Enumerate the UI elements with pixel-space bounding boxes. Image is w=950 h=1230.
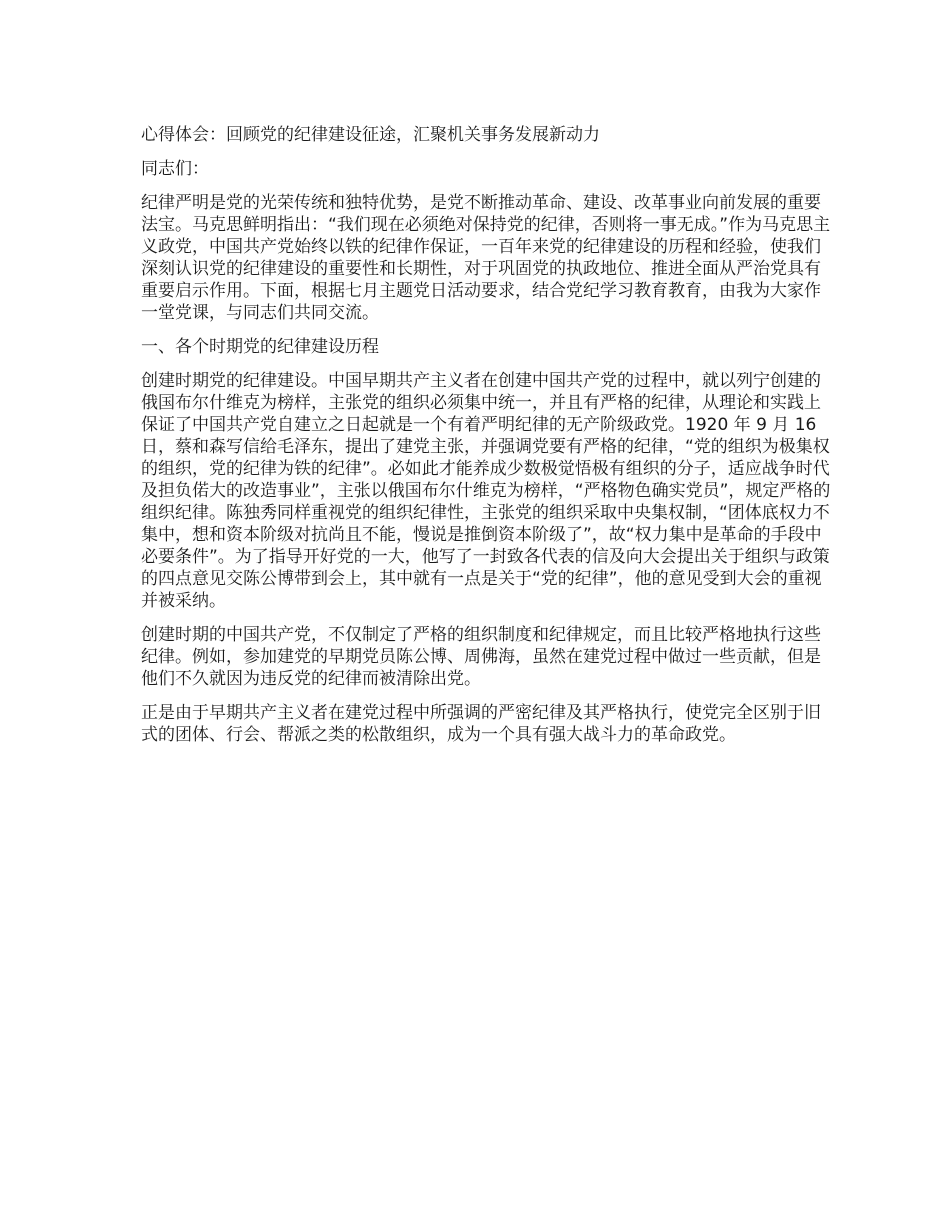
paragraph-founding-period: 创建时期党的纪律建设。中国早期共产主义者在创建中国共产党的过程中，就以列宁创建的俄国布尔什维克为榜样，主张党的组织必须集中统一，并且有严格的纪律，从理论和实践上保证了中国共产党自建立之日起就是一个有着严明纪律的无产阶级政党。1920 年 9 月 16 日，蔡和森写信给毛泽东，提出了建党主张，并强调党要有严格的纪律，“党的组织为极集权的组织，党的纪律为铁的纪律”。必如此才能养成少数极觉悟极有组织的分子，适应战争时代及担负偌大的改造事业”，主张以俄国布尔什维克为榜样，“严格物色确实党员”，规定严格的组织纪律。陈独秀同样重视党的组织纪律性，主张党的组织采取中央集权制，“团体底权力不集中，想和资本阶级对抗尚且不能，慢说是推倒资本阶级了”，故“权力集中是革命的手段中必要条件”。为了指导开好党的一大，他写了一封致各代表的信及向大会提出关于组织与政策的四点意见交陈公博带到会上，其中就有一点是关于“党的纪律”，他的意见受到大会的重视并被采纳。: [141, 371, 831, 611]
paragraph-intro: 纪律严明是党的光荣传统和独特优势，是党不断推动革命、建设、改革事业向前发展的重要法宝。马克思鲜明指出：“我们现在必须绝对保持党的纪律，否则将一事无成。”作为马克思主义政党，中国共产党始终以铁的纪律作保证，一百年来党的纪律建设的历程和经验，使我们深刻认识党的纪律建设的重要性和长期性，对于巩固党的执政地位、推进全面从严治党具有重要启示作用。下面，根据七月主题党日活动要求，结合党纪学习教育教育，由我为大家作一堂党课，与同志们共同交流。: [141, 193, 831, 323]
paragraph-early-enforcement: 创建时期的中国共产党，不仅制定了严格的组织制度和纪律规定，而且比较严格地执行这些纪律。例如，参加建党的早期党员陈公博、周佛海，虽然在建党过程中做过一些贡献，但是他们不久就因为违反党的纪律而被清除出党。: [141, 625, 821, 689]
salutation: 同志们：: [141, 159, 209, 179]
document-title: 心得体会：回顾党的纪律建设征途，汇聚机关事务发展新动力: [141, 125, 600, 145]
document-body: [141, 124, 831, 758]
paragraph-conclusion: 正是由于早期共产主义者在建党过程中所强调的严密纪律及其严格执行，使党完全区别于旧式的团体、行会、帮派之类的松散组织，成为一个具有强大战斗力的革命政党。: [141, 703, 821, 745]
section-heading: 一、各个时期党的纪律建设历程: [141, 337, 379, 357]
